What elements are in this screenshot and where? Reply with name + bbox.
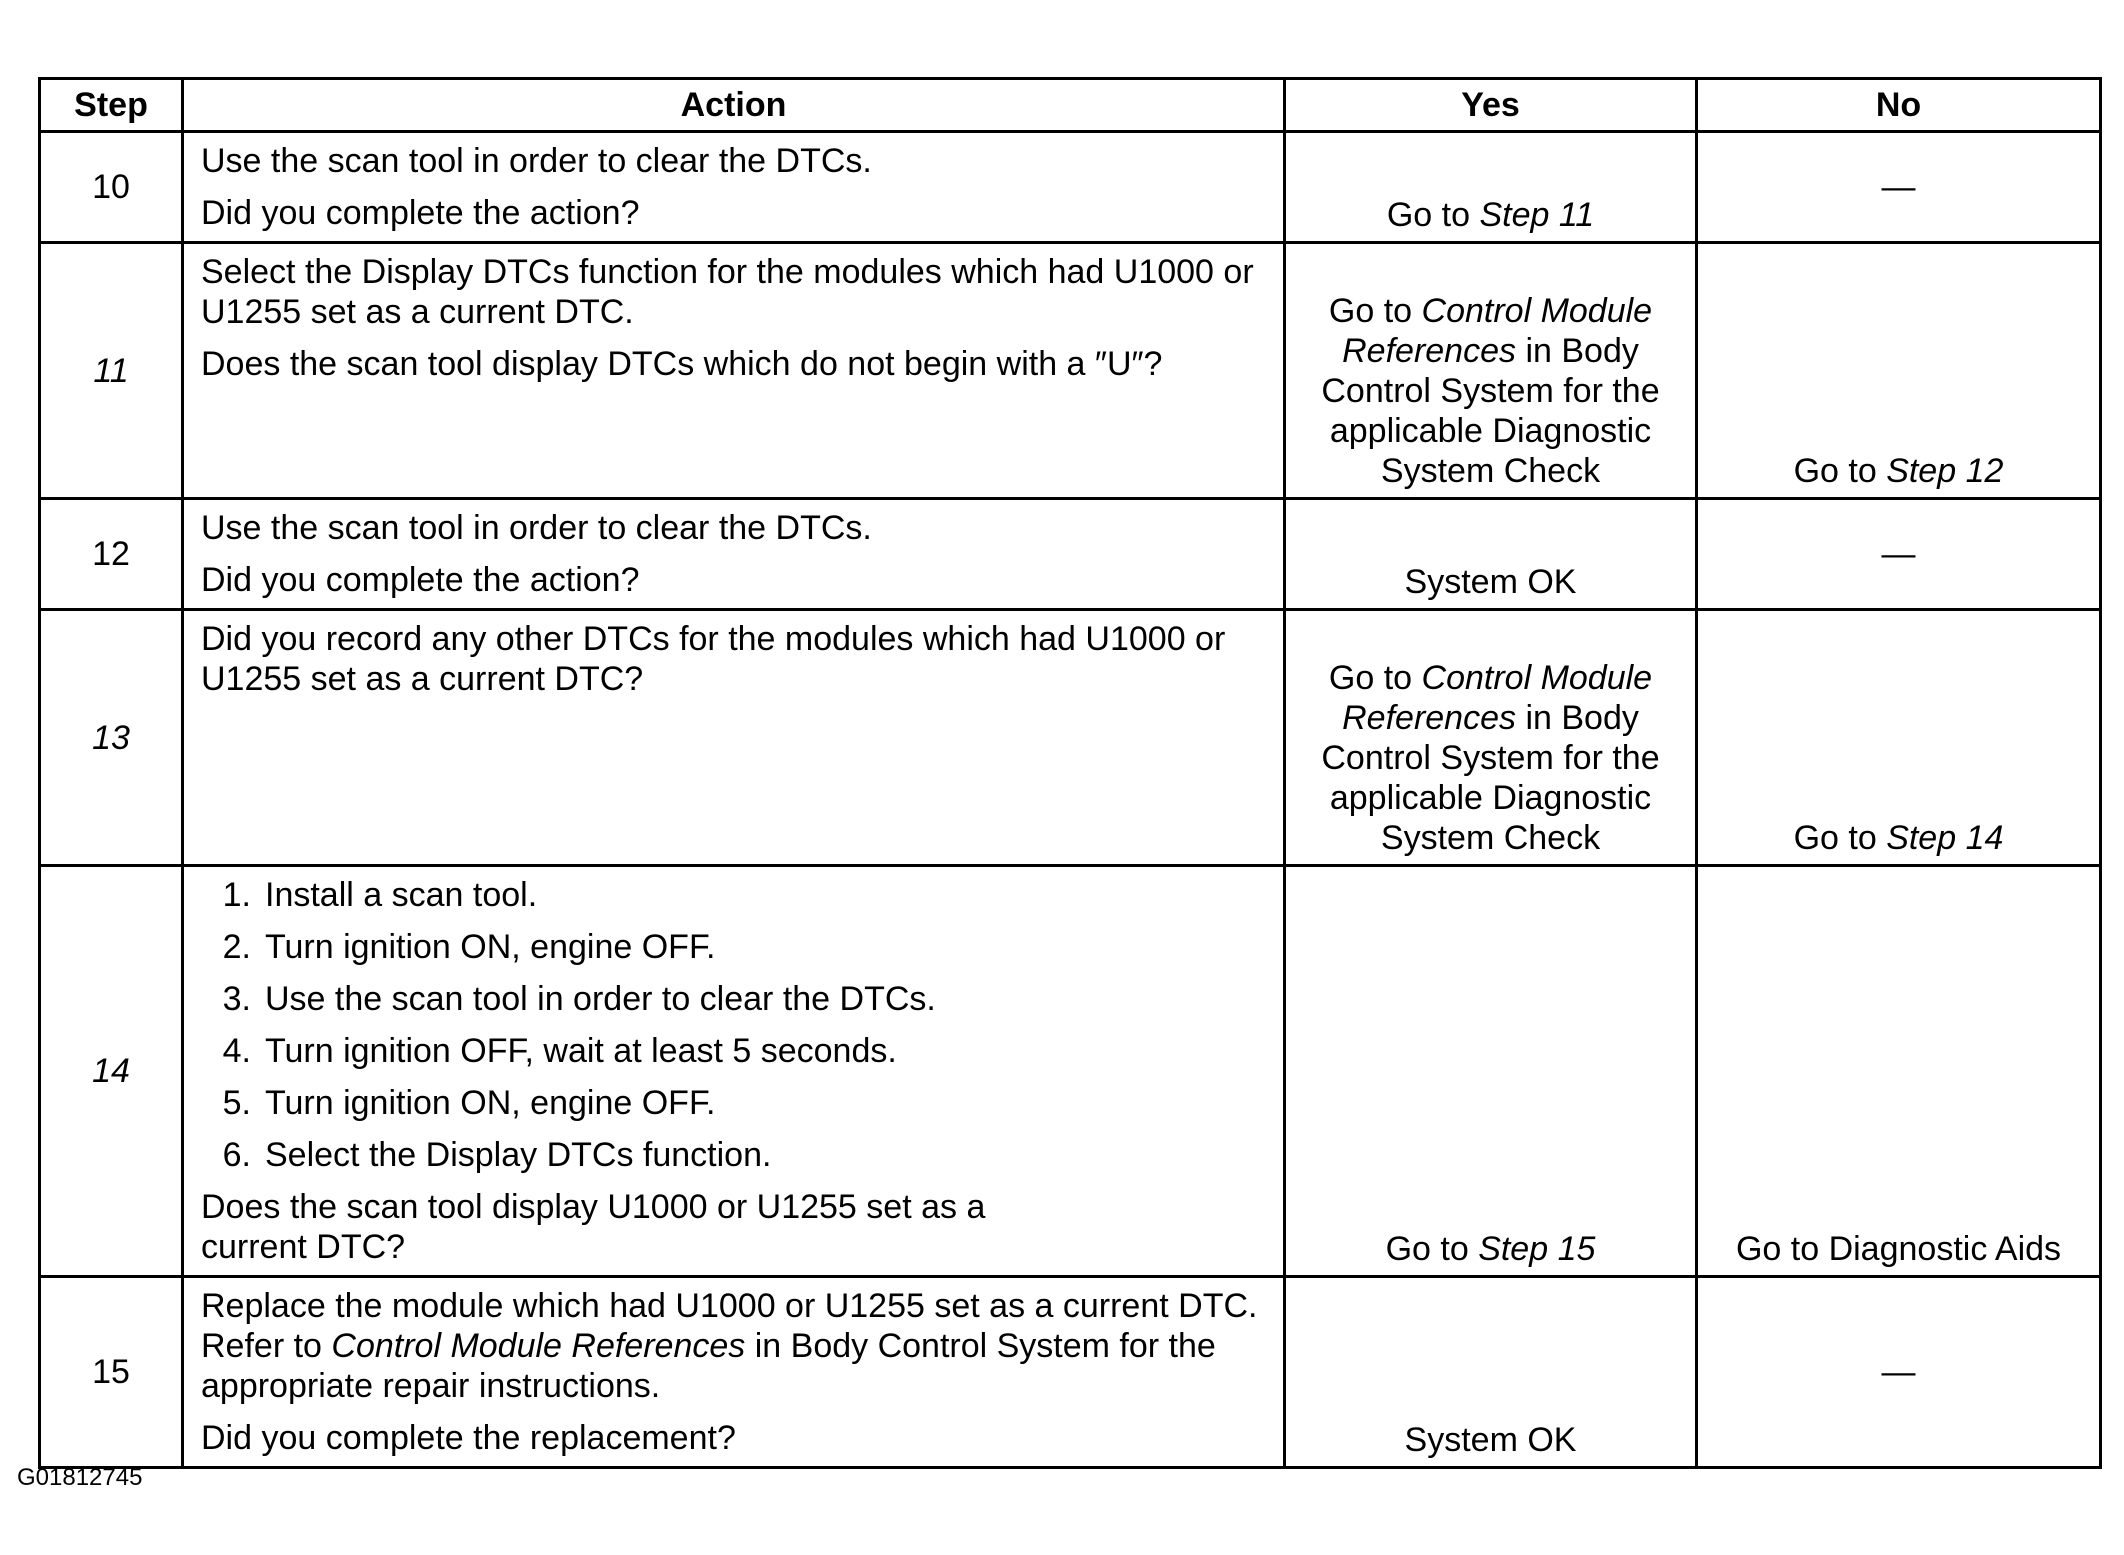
list-item-text: Install a scan tool. [265, 876, 538, 914]
yes-doc-ref: Control Module References [1342, 292, 1653, 370]
action-doc-ref: Control Module References [331, 1327, 746, 1365]
yes-cell [1285, 132, 1697, 243]
no-prefix: Go to [1793, 452, 1887, 490]
action-question: Does the scan tool display U1000 or U1255 set as a current DTC? [201, 1188, 986, 1266]
header-action: Action [183, 79, 1285, 132]
action-text: Use the scan tool in order to clear the DTCs. [201, 509, 872, 547]
no-cell [1697, 243, 2101, 499]
list-item-text: Turn ignition OFF, wait at least 5 seconds. [265, 1032, 897, 1070]
list-item [201, 979, 1267, 1019]
yes-prefix: Go to [1328, 292, 1422, 330]
list-item [201, 927, 1267, 967]
action-question: Did you record any other DTCs for the modules which had U1000 or U1255 set as a current DTC? [201, 620, 1226, 698]
list-item-number: 3. [222, 980, 251, 1018]
table-row [40, 499, 2101, 610]
step-number: 12 [40, 499, 183, 610]
no-cell: — [1697, 1277, 2101, 1468]
action-question: Did you complete the replacement? [201, 1419, 736, 1457]
no-cell: Go to Diagnostic Aids [1697, 866, 2101, 1277]
action-text-prefix: Replace the module which had U1000 or U1255 set as a current DTC. Refer to [201, 1287, 1258, 1365]
no-cell: — [1697, 499, 2101, 610]
procedure-list [201, 875, 1267, 1175]
diagnostic-table-container [38, 77, 2099, 1469]
yes-cell: System OK [1285, 1277, 1697, 1468]
action-cell [183, 499, 1285, 610]
yes-cell [1285, 243, 1697, 499]
no-prefix: Go to [1793, 819, 1887, 857]
list-item-text: Select the Display DTCs function. [265, 1136, 772, 1174]
list-item-text: Turn ignition ON, engine OFF. [265, 1084, 716, 1122]
step-number: 14 [40, 866, 183, 1277]
no-cell: — [1697, 132, 2101, 243]
no-cell [1697, 610, 2101, 866]
action-text-suffix: in Body Control System for the appropriate repair instructions. [201, 1327, 1216, 1405]
action-cell [183, 610, 1285, 866]
list-item [201, 875, 1267, 915]
table-row [40, 866, 2101, 1277]
action-text: Use the scan tool in order to clear the DTCs. [201, 142, 872, 180]
yes-prefix: Go to [1328, 659, 1422, 697]
table-row [40, 132, 2101, 243]
header-row [40, 79, 2101, 132]
action-text: Select the Display DTCs function for the modules which had U1000 or U1255 set as a current DTC. [201, 253, 1254, 331]
step-number: 13 [40, 610, 183, 866]
action-question: Did you complete the action? [201, 194, 640, 232]
figure-id-caption: G01812745 [17, 1464, 143, 1491]
list-item-text: Use the scan tool in order to clear the DTCs. [265, 980, 936, 1018]
no-step-ref: Step 12 [1886, 452, 2004, 490]
list-item [201, 1083, 1267, 1123]
yes-suffix: in Body Control System for the applicable Diagnostic System Check [1321, 699, 1660, 857]
header-no: No [1697, 79, 2101, 132]
yes-cell [1285, 866, 1697, 1277]
table-row [40, 1277, 2101, 1468]
action-text [201, 1286, 1267, 1406]
action-cell [183, 866, 1285, 1277]
yes-prefix: Go to [1385, 1230, 1479, 1268]
yes-step-ref: Step 15 [1478, 1230, 1596, 1268]
yes-suffix: in Body Control System for the applicable Diagnostic System Check [1321, 332, 1660, 490]
list-item [201, 1135, 1267, 1175]
step-number: 10 [40, 132, 183, 243]
action-cell [183, 243, 1285, 499]
list-item-number: 6. [222, 1136, 251, 1174]
action-cell [183, 1277, 1285, 1468]
action-cell [183, 132, 1285, 243]
yes-step-ref: Step 11 [1479, 196, 1595, 234]
list-item-text: Turn ignition ON, engine OFF. [265, 928, 716, 966]
yes-cell [1285, 610, 1697, 866]
table-row [40, 243, 2101, 499]
table-row [40, 610, 2101, 866]
no-step-ref: Step 14 [1886, 819, 2004, 857]
header-yes: Yes [1285, 79, 1697, 132]
yes-doc-ref: Control Module References [1342, 659, 1653, 737]
yes-cell: System OK [1285, 499, 1697, 610]
diagnostic-table [38, 77, 2102, 1469]
header-step: Step [40, 79, 183, 132]
yes-prefix: Go to [1386, 196, 1480, 234]
action-question: Did you complete the action? [201, 561, 640, 599]
list-item [201, 1031, 1267, 1071]
list-item-number: 2. [222, 928, 251, 966]
step-number: 15 [40, 1277, 183, 1468]
step-number: 11 [40, 243, 183, 499]
list-item-number: 5. [222, 1084, 251, 1122]
action-question: Does the scan tool display DTCs which do not begin with a ″U″? [201, 345, 1163, 383]
list-item-number: 1. [222, 876, 251, 914]
list-item-number: 4. [222, 1032, 251, 1070]
